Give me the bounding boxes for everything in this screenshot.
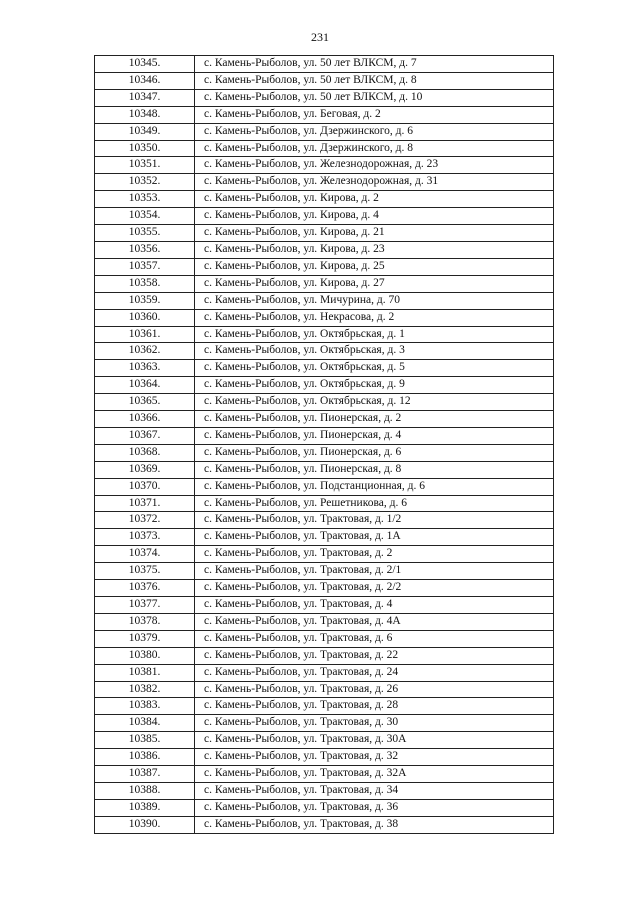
row-number-cell: 10363. — [95, 360, 195, 377]
table-row — [95, 613, 554, 630]
table-row — [95, 495, 554, 512]
address-cell: с. Камень-Рыболов, ул. Кирова, д. 21 — [195, 225, 554, 242]
address-cell: с. Камень-Рыболов, ул. Трактовая, д. 2/2 — [195, 580, 554, 597]
table-row — [95, 529, 554, 546]
row-number-cell: 10354. — [95, 208, 195, 225]
address-cell: с. Камень-Рыболов, ул. Пионерская, д. 6 — [195, 444, 554, 461]
row-number-cell: 10362. — [95, 343, 195, 360]
table-row — [95, 225, 554, 242]
address-cell: с. Камень-Рыболов, ул. Трактовая, д. 24 — [195, 664, 554, 681]
row-number-cell: 10351. — [95, 157, 195, 174]
address-cell: с. Камень-Рыболов, ул. Дзержинского, д. 6 — [195, 123, 554, 140]
table-row — [95, 664, 554, 681]
table-row — [95, 258, 554, 275]
address-cell: с. Камень-Рыболов, ул. Железнодорожная, д. 23 — [195, 157, 554, 174]
row-number-cell: 10366. — [95, 411, 195, 428]
table-row — [95, 157, 554, 174]
row-number-cell: 10386. — [95, 749, 195, 766]
address-cell: с. Камень-Рыболов, ул. Трактовая, д. 4А — [195, 613, 554, 630]
table-row — [95, 326, 554, 343]
row-number-cell: 10364. — [95, 377, 195, 394]
address-cell: с. Камень-Рыболов, ул. Некрасова, д. 2 — [195, 309, 554, 326]
table-row — [95, 816, 554, 833]
table-row — [95, 749, 554, 766]
table-row — [95, 580, 554, 597]
table-row — [95, 546, 554, 563]
address-cell: с. Камень-Рыболов, ул. Октябрьская, д. 1 — [195, 326, 554, 343]
table-row — [95, 698, 554, 715]
address-cell: с. Камень-Рыболов, ул. Кирова, д. 25 — [195, 258, 554, 275]
address-cell: с. Камень-Рыболов, ул. Пионерская, д. 8 — [195, 461, 554, 478]
row-number-cell: 10347. — [95, 89, 195, 106]
address-cell: с. Камень-Рыболов, ул. 50 лет ВЛКСМ, д. 7 — [195, 56, 554, 73]
address-cell: с. Камень-Рыболов, ул. Трактовая, д. 4 — [195, 597, 554, 614]
address-cell: с. Камень-Рыболов, ул. Трактовая, д. 22 — [195, 647, 554, 664]
table-row — [95, 360, 554, 377]
table-row — [95, 309, 554, 326]
table-row — [95, 563, 554, 580]
row-number-cell: 10377. — [95, 597, 195, 614]
address-cell: с. Камень-Рыболов, ул. Трактовая, д. 36 — [195, 799, 554, 816]
row-number-cell: 10360. — [95, 309, 195, 326]
row-number-cell: 10368. — [95, 444, 195, 461]
table-row — [95, 208, 554, 225]
address-table-body — [95, 56, 554, 834]
address-table — [94, 55, 554, 834]
address-cell: с. Камень-Рыболов, ул. Трактовая, д. 30А — [195, 732, 554, 749]
table-row — [95, 140, 554, 157]
table-row — [95, 427, 554, 444]
row-number-cell: 10358. — [95, 275, 195, 292]
row-number-cell: 10372. — [95, 512, 195, 529]
table-row — [95, 799, 554, 816]
table-row — [95, 766, 554, 783]
address-cell: с. Камень-Рыболов, ул. Октябрьская, д. 3 — [195, 343, 554, 360]
table-row — [95, 782, 554, 799]
address-cell: с. Камень-Рыболов, ул. Беговая, д. 2 — [195, 106, 554, 123]
table-row — [95, 106, 554, 123]
row-number-cell: 10356. — [95, 241, 195, 258]
table-row — [95, 174, 554, 191]
address-cell: с. Камень-Рыболов, ул. Кирова, д. 4 — [195, 208, 554, 225]
table-row — [95, 191, 554, 208]
table-row — [95, 56, 554, 73]
address-cell: с. Камень-Рыболов, ул. Подстанционная, д. 6 — [195, 478, 554, 495]
row-number-cell: 10371. — [95, 495, 195, 512]
row-number-cell: 10381. — [95, 664, 195, 681]
row-number-cell: 10378. — [95, 613, 195, 630]
table-row — [95, 512, 554, 529]
row-number-cell: 10373. — [95, 529, 195, 546]
row-number-cell: 10359. — [95, 292, 195, 309]
row-number-cell: 10350. — [95, 140, 195, 157]
table-row — [95, 123, 554, 140]
row-number-cell: 10369. — [95, 461, 195, 478]
address-cell: с. Камень-Рыболов, ул. Кирова, д. 27 — [195, 275, 554, 292]
address-cell: с. Камень-Рыболов, ул. Трактовая, д. 32А — [195, 766, 554, 783]
page-number: 231 — [311, 30, 329, 44]
address-cell: с. Камень-Рыболов, ул. Трактовая, д. 32 — [195, 749, 554, 766]
row-number-cell: 10387. — [95, 766, 195, 783]
table-row — [95, 89, 554, 106]
row-number-cell: 10380. — [95, 647, 195, 664]
address-cell: с. Камень-Рыболов, ул. Кирова, д. 23 — [195, 241, 554, 258]
address-cell: с. Камень-Рыболов, ул. Трактовая, д. 28 — [195, 698, 554, 715]
address-cell: с. Камень-Рыболов, ул. Трактовая, д. 6 — [195, 630, 554, 647]
row-number-cell: 10355. — [95, 225, 195, 242]
row-number-cell: 10349. — [95, 123, 195, 140]
row-number-cell: 10383. — [95, 698, 195, 715]
row-number-cell: 10382. — [95, 681, 195, 698]
row-number-cell: 10379. — [95, 630, 195, 647]
address-cell: с. Камень-Рыболов, ул. Трактовая, д. 38 — [195, 816, 554, 833]
row-number-cell: 10389. — [95, 799, 195, 816]
address-cell: с. Камень-Рыболов, ул. Пионерская, д. 4 — [195, 427, 554, 444]
table-row — [95, 241, 554, 258]
address-cell: с. Камень-Рыболов, ул. Пионерская, д. 2 — [195, 411, 554, 428]
table-row — [95, 630, 554, 647]
address-cell: с. Камень-Рыболов, ул. 50 лет ВЛКСМ, д. 8 — [195, 72, 554, 89]
address-cell: с. Камень-Рыболов, ул. Железнодорожная, д. 31 — [195, 174, 554, 191]
row-number-cell: 10353. — [95, 191, 195, 208]
address-cell: с. Камень-Рыболов, ул. 50 лет ВЛКСМ, д. 10 — [195, 89, 554, 106]
row-number-cell: 10346. — [95, 72, 195, 89]
address-cell: с. Камень-Рыболов, ул. Трактовая, д. 1/2 — [195, 512, 554, 529]
table-row — [95, 597, 554, 614]
table-row — [95, 394, 554, 411]
row-number-cell: 10374. — [95, 546, 195, 563]
row-number-cell: 10365. — [95, 394, 195, 411]
row-number-cell: 10348. — [95, 106, 195, 123]
row-number-cell: 10375. — [95, 563, 195, 580]
table-row — [95, 411, 554, 428]
table-row — [95, 647, 554, 664]
table-row — [95, 292, 554, 309]
table-row — [95, 343, 554, 360]
row-number-cell: 10367. — [95, 427, 195, 444]
address-cell: с. Камень-Рыболов, ул. Трактовая, д. 30 — [195, 715, 554, 732]
address-cell: с. Камень-Рыболов, ул. Октябрьская, д. 12 — [195, 394, 554, 411]
address-cell: с. Камень-Рыболов, ул. Дзержинского, д. 8 — [195, 140, 554, 157]
address-cell: с. Камень-Рыболов, ул. Трактовая, д. 2/1 — [195, 563, 554, 580]
row-number-cell: 10352. — [95, 174, 195, 191]
row-number-cell: 10361. — [95, 326, 195, 343]
row-number-cell: 10357. — [95, 258, 195, 275]
address-cell: с. Камень-Рыболов, ул. Октябрьская, д. 5 — [195, 360, 554, 377]
table-row — [95, 478, 554, 495]
row-number-cell: 10388. — [95, 782, 195, 799]
table-row — [95, 72, 554, 89]
address-cell: с. Камень-Рыболов, ул. Трактовая, д. 1А — [195, 529, 554, 546]
row-number-cell: 10370. — [95, 478, 195, 495]
row-number-cell: 10384. — [95, 715, 195, 732]
address-cell: с. Камень-Рыболов, ул. Октябрьская, д. 9 — [195, 377, 554, 394]
row-number-cell: 10345. — [95, 56, 195, 73]
address-cell: с. Камень-Рыболов, ул. Мичурина, д. 70 — [195, 292, 554, 309]
row-number-cell: 10385. — [95, 732, 195, 749]
row-number-cell: 10376. — [95, 580, 195, 597]
address-cell: с. Камень-Рыболов, ул. Кирова, д. 2 — [195, 191, 554, 208]
table-row — [95, 377, 554, 394]
address-cell: с. Камень-Рыболов, ул. Трактовая, д. 26 — [195, 681, 554, 698]
table-row — [95, 732, 554, 749]
address-cell: с. Камень-Рыболов, ул. Решетникова, д. 6 — [195, 495, 554, 512]
address-cell: с. Камень-Рыболов, ул. Трактовая, д. 2 — [195, 546, 554, 563]
table-row — [95, 275, 554, 292]
table-row — [95, 681, 554, 698]
address-cell: с. Камень-Рыболов, ул. Трактовая, д. 34 — [195, 782, 554, 799]
table-row — [95, 715, 554, 732]
table-row — [95, 461, 554, 478]
table-row — [95, 444, 554, 461]
row-number-cell: 10390. — [95, 816, 195, 833]
